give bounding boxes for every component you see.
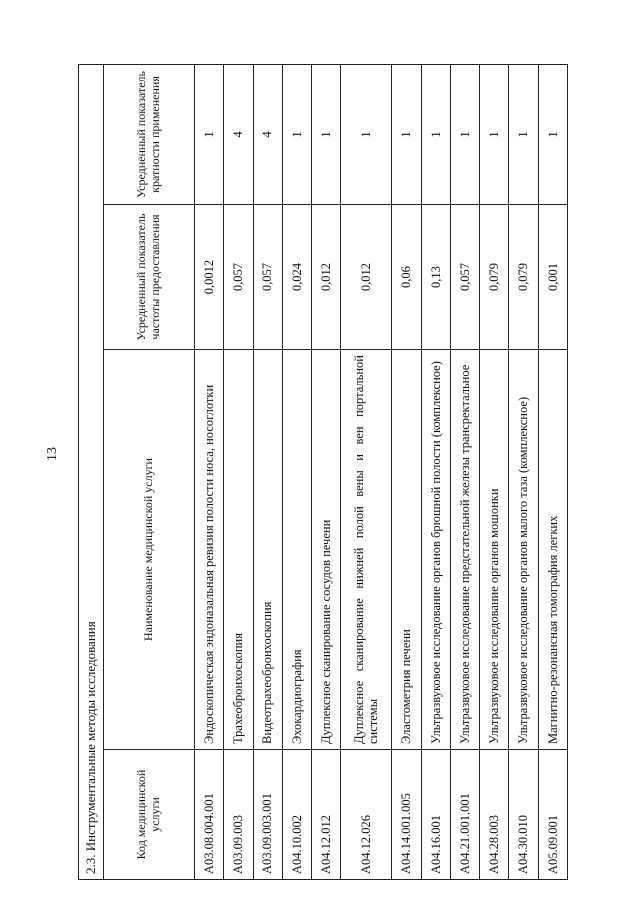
header-code: Код медицинской услуги bbox=[104, 750, 195, 880]
header-multiplicity: Усредненный показатель кратности применения bbox=[104, 64, 195, 204]
table-row bbox=[282, 64, 311, 879]
header-frequency: Усредненный показатель частоты предоставления bbox=[104, 205, 195, 350]
cell-code: A05.09.001 bbox=[538, 750, 567, 880]
cell-code: A04.12.012 bbox=[312, 750, 341, 880]
cell-multiplicity: 1 bbox=[450, 64, 479, 204]
cell-frequency: 0,13 bbox=[421, 205, 450, 350]
cell-frequency: 0,057 bbox=[224, 205, 253, 350]
cell-multiplicity: 1 bbox=[341, 64, 392, 204]
cell-name: Эхокардиография bbox=[282, 350, 311, 750]
cell-multiplicity: 1 bbox=[509, 64, 538, 204]
table-row bbox=[253, 64, 282, 879]
table-row bbox=[509, 64, 538, 879]
cell-frequency: 0,06 bbox=[392, 205, 421, 350]
cell-multiplicity: 1 bbox=[421, 64, 450, 204]
cell-name: Магнитно-резонансная томография легких bbox=[538, 350, 567, 750]
cell-code: A03.09.003.001 bbox=[253, 750, 282, 880]
cell-name: Дуплексное сканирование сосудов печени bbox=[312, 350, 341, 750]
cell-code: A04.30.010 bbox=[509, 750, 538, 880]
rotated-table-container bbox=[78, 65, 568, 880]
table-row bbox=[421, 64, 450, 879]
table-row bbox=[538, 64, 567, 879]
header-row bbox=[104, 64, 195, 879]
cell-frequency: 0,012 bbox=[341, 205, 392, 350]
cell-code: A04.16.001 bbox=[421, 750, 450, 880]
table-row bbox=[450, 64, 479, 879]
cell-multiplicity: 1 bbox=[480, 64, 509, 204]
table-row bbox=[224, 64, 253, 879]
cell-name: Ультразвуковое исследование органов мошонки bbox=[480, 350, 509, 750]
table-row bbox=[312, 64, 341, 879]
cell-multiplicity: 1 bbox=[312, 64, 341, 204]
cell-code: A04.14.001.005 bbox=[392, 750, 421, 880]
cell-name: Дуплексное сканирование нижней полой вены и вен портальной системы bbox=[341, 350, 392, 750]
cell-name: Видеотрахеобронхоскопия bbox=[253, 350, 282, 750]
cell-name: Ультразвуковое исследование органов брюшной полости (комплексное) bbox=[421, 350, 450, 750]
cell-code: A03.08.004.001 bbox=[195, 750, 224, 880]
table-row bbox=[392, 64, 421, 879]
table-row bbox=[341, 64, 392, 879]
cell-frequency: 0,057 bbox=[450, 205, 479, 350]
cell-code: A04.21.001.001 bbox=[450, 750, 479, 880]
cell-name: Трахеобронхоскопия bbox=[224, 350, 253, 750]
services-table bbox=[78, 64, 568, 880]
cell-frequency: 0,001 bbox=[538, 205, 567, 350]
cell-code: A04.10.002 bbox=[282, 750, 311, 880]
cell-code: A04.12.026 bbox=[341, 750, 392, 880]
section-title-row bbox=[79, 64, 104, 879]
cell-code: A03.09.003 bbox=[224, 750, 253, 880]
cell-code: A04.28.003 bbox=[480, 750, 509, 880]
cell-multiplicity: 4 bbox=[253, 64, 282, 204]
cell-name: Эластометрия печени bbox=[392, 350, 421, 750]
cell-name: Эндоскопическая эндоназальная ревизия полости носа, носоглотки bbox=[195, 350, 224, 750]
cell-frequency: 0,024 bbox=[282, 205, 311, 350]
cell-frequency: 0,079 bbox=[509, 205, 538, 350]
cell-frequency: 0,0012 bbox=[195, 205, 224, 350]
header-name: Наименование медицинской услуги bbox=[104, 350, 195, 750]
cell-multiplicity: 1 bbox=[195, 64, 224, 204]
cell-name: Ультразвуковое исследование органов малого таза (комплексное) bbox=[509, 350, 538, 750]
cell-frequency: 0,057 bbox=[253, 205, 282, 350]
cell-name: Ультразвуковое исследование предстательной железы трансректальное bbox=[450, 350, 479, 750]
cell-multiplicity: 1 bbox=[392, 64, 421, 204]
section-title: 2.3. Инструментальные методы исследования bbox=[79, 64, 104, 879]
cell-frequency: 0,079 bbox=[480, 205, 509, 350]
cell-frequency: 0,012 bbox=[312, 205, 341, 350]
cell-multiplicity: 1 bbox=[538, 64, 567, 204]
cell-multiplicity: 1 bbox=[282, 64, 311, 204]
table-row bbox=[195, 64, 224, 879]
page-number: 13 bbox=[45, 447, 60, 461]
table-row bbox=[480, 64, 509, 879]
cell-multiplicity: 4 bbox=[224, 64, 253, 204]
